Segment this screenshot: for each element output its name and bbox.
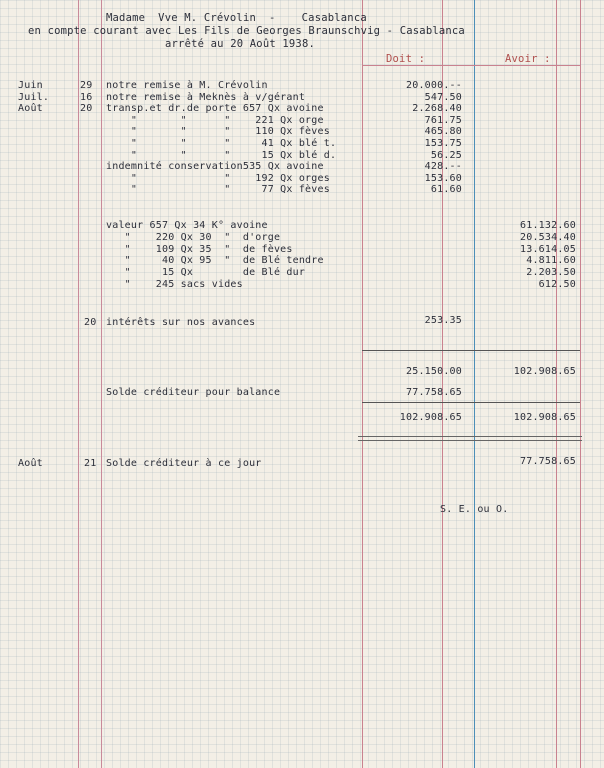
credit-amount-avoir: 4.811.60 xyxy=(526,255,576,267)
row-amount-doit: 153.60 xyxy=(424,172,462,184)
row-amount-doit: 547.50 xyxy=(424,91,462,103)
row-desc: transp.et dr.de porte 657 Qx avoine xyxy=(106,103,324,115)
credit-desc: " 109 Qx 35 " de fèves xyxy=(106,243,293,255)
credit-desc: valeur 657 Qx 34 K° avoine xyxy=(106,220,268,231)
avoir-cents-line xyxy=(556,0,557,768)
totals-rule-1 xyxy=(362,350,580,351)
row-desc: notre remise à Meknès à v/gérant xyxy=(106,91,306,103)
row-amount-doit: 428.-- xyxy=(424,161,462,173)
row-amount-doit: 465.80 xyxy=(424,126,462,138)
row-day: 16 xyxy=(80,91,93,103)
row-month: Juin xyxy=(18,80,43,91)
credit-amount-avoir: 13.614.05 xyxy=(520,243,576,255)
header-line-1: Madame Vve M. Crévolin - Casablanca xyxy=(106,12,367,24)
row-amount-doit: 153.75 xyxy=(424,138,462,149)
final-desc: Solde créditeur à ce jour xyxy=(106,458,262,469)
blue-divider-line xyxy=(474,0,475,768)
row-desc: indemnité conservation535 Qx avoine xyxy=(106,161,324,173)
header-line-2: en compte courant avec Les Fils de Georges Braunschvig - Casablanca xyxy=(28,25,465,37)
margin-line-left xyxy=(78,0,79,768)
interest-desc: intérêts sur nos avances xyxy=(106,317,256,328)
header-rule xyxy=(362,65,580,66)
row-amount-doit: 20.000.-- xyxy=(406,80,462,91)
row-desc: " " 192 Qx orges xyxy=(106,172,330,184)
row-desc: " " " 110 Qx fèves xyxy=(106,126,330,138)
row-month: Juil. xyxy=(18,91,50,103)
double-rule xyxy=(358,436,582,441)
row-desc: " " " 221 Qx orge xyxy=(106,114,324,126)
row-day: 20 xyxy=(80,103,93,115)
sign-note: S. E. ou O. xyxy=(440,504,509,515)
final-month: Août xyxy=(18,458,43,469)
credit-amount-avoir: 2.203.50 xyxy=(526,267,576,279)
credit-desc: " 245 sacs vides xyxy=(106,279,243,290)
interest-day: 20 xyxy=(84,317,97,328)
right-margin-line xyxy=(580,0,581,768)
row-desc: " " " 41 Qx blé t. xyxy=(106,138,337,149)
doit-heading: Doit : xyxy=(386,53,426,65)
row-amount-doit: 56.25 xyxy=(430,149,462,161)
row-month: Août xyxy=(18,103,43,115)
final-amount: 77.758.65 xyxy=(520,456,576,467)
credit-desc: " 15 Qx de Blé dur xyxy=(106,267,306,279)
totals1-avoir: 102.908.65 xyxy=(513,366,576,377)
row-desc: notre remise à M. Crévolin xyxy=(106,80,268,91)
totals-rule-2 xyxy=(362,402,580,403)
balance-amount: 77.758.65 xyxy=(406,387,462,398)
row-amount-doit: 2.268.40 xyxy=(412,103,462,115)
credit-desc: " 220 Qx 30 " d'orge xyxy=(106,231,281,243)
credit-desc: " 40 Qx 95 " de Blé tendre xyxy=(106,255,324,267)
row-desc: " " 77 Qx fèves xyxy=(106,184,330,196)
totals1-doit: 25.150.00 xyxy=(406,366,462,377)
totals2-avoir: 102.908.65 xyxy=(513,412,576,423)
row-day: 29 xyxy=(80,80,93,91)
margin-line-left-2 xyxy=(101,0,102,768)
avoir-heading: Avoir : xyxy=(505,53,551,65)
totals2-doit: 102.908.65 xyxy=(399,412,462,423)
balance-desc: Solde créditeur pour balance xyxy=(106,387,281,398)
row-amount-doit: 61.60 xyxy=(430,184,462,196)
header-line-3: arrêté au 20 Août 1938. xyxy=(165,38,315,50)
credit-amount-avoir: 20.534.40 xyxy=(520,231,576,243)
row-desc: " " " 15 Qx blé d. xyxy=(106,149,337,161)
credit-amount-avoir: 61.132.60 xyxy=(520,220,576,231)
credit-amount-avoir: 612.50 xyxy=(538,279,576,290)
interest-amount: 253.35 xyxy=(424,315,462,326)
final-day: 21 xyxy=(84,458,97,469)
row-amount-doit: 761.75 xyxy=(424,114,462,126)
